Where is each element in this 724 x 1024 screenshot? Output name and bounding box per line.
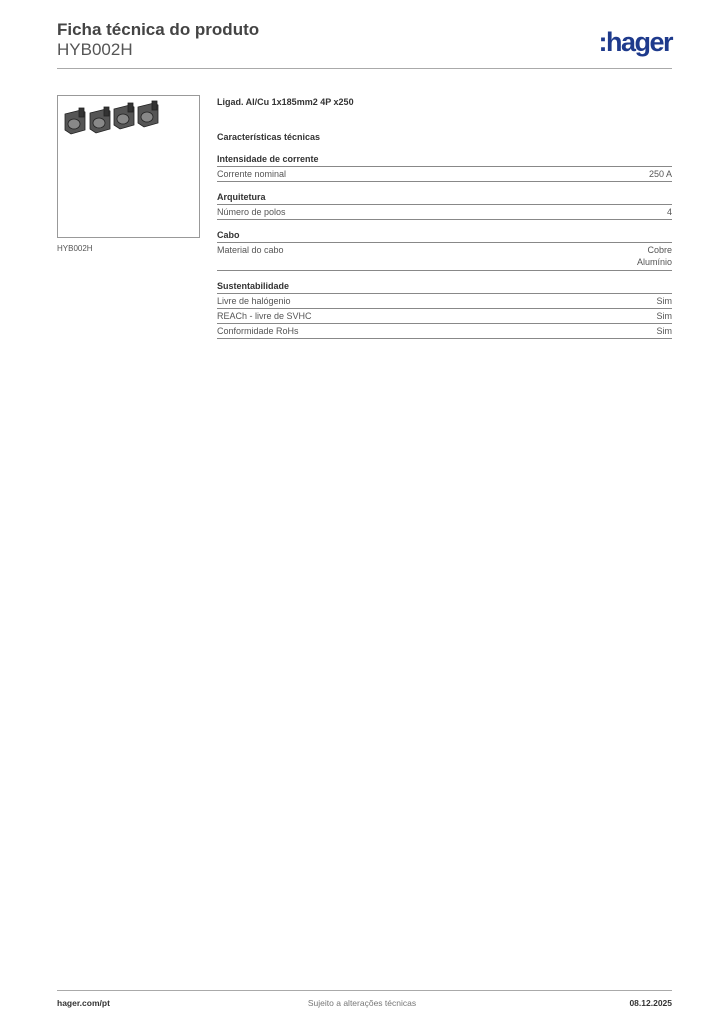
spec-value: Sim xyxy=(656,311,672,321)
spec-value-line: Alumínio xyxy=(636,257,672,267)
spec-value: Sim xyxy=(656,326,672,336)
section-architecture xyxy=(217,191,672,220)
section-title: Cabo xyxy=(217,229,672,243)
section-cable xyxy=(217,229,672,271)
tech-characteristics-title: Características técnicas xyxy=(217,132,321,142)
footer-notice: Sujeito a alterações técnicas xyxy=(307,998,417,1008)
header-title: Ficha técnica do produto xyxy=(57,20,260,39)
connector-blocks-icon xyxy=(58,96,199,237)
spec-row xyxy=(217,243,672,271)
spec-value: Sim xyxy=(656,296,672,306)
spec-row xyxy=(217,205,672,220)
spec-label: Corrente nominal xyxy=(217,169,287,179)
spec-value-line: Cobre xyxy=(647,245,672,255)
product-image xyxy=(57,95,200,238)
section-current xyxy=(217,153,672,182)
image-caption: HYB002H xyxy=(57,244,93,253)
spec-row xyxy=(217,324,672,339)
spec-row xyxy=(217,167,672,182)
section-title: Arquitetura xyxy=(217,191,672,205)
spec-row xyxy=(217,294,672,309)
hager-logo: :hager xyxy=(598,27,672,57)
header-divider xyxy=(57,68,672,69)
spec-row xyxy=(217,309,672,324)
spec-value: 4 xyxy=(666,207,672,217)
spec-label: Conformidade RoHs xyxy=(217,326,299,336)
spec-label: Número de polos xyxy=(217,207,286,217)
spec-value: 250 A xyxy=(648,169,672,179)
website-link[interactable]: hager.com/pt xyxy=(57,998,110,1008)
product-name: Ligad. Al/Cu 1x185mm2 4P x250 xyxy=(217,97,354,107)
section-title: Intensidade de corrente xyxy=(217,153,672,167)
spec-value xyxy=(637,244,672,268)
product-code: HYB002H xyxy=(57,40,133,59)
spec-label: Material do cabo xyxy=(217,245,284,255)
footer-divider xyxy=(57,990,672,991)
section-sustainability xyxy=(217,280,672,339)
footer-date: 08.12.2025 xyxy=(629,998,672,1008)
spec-label: REACh - livre de SVHC xyxy=(217,311,312,321)
spec-label: Livre de halógenio xyxy=(217,296,291,306)
spec-content xyxy=(217,96,672,348)
section-title: Sustentabilidade xyxy=(217,280,672,294)
